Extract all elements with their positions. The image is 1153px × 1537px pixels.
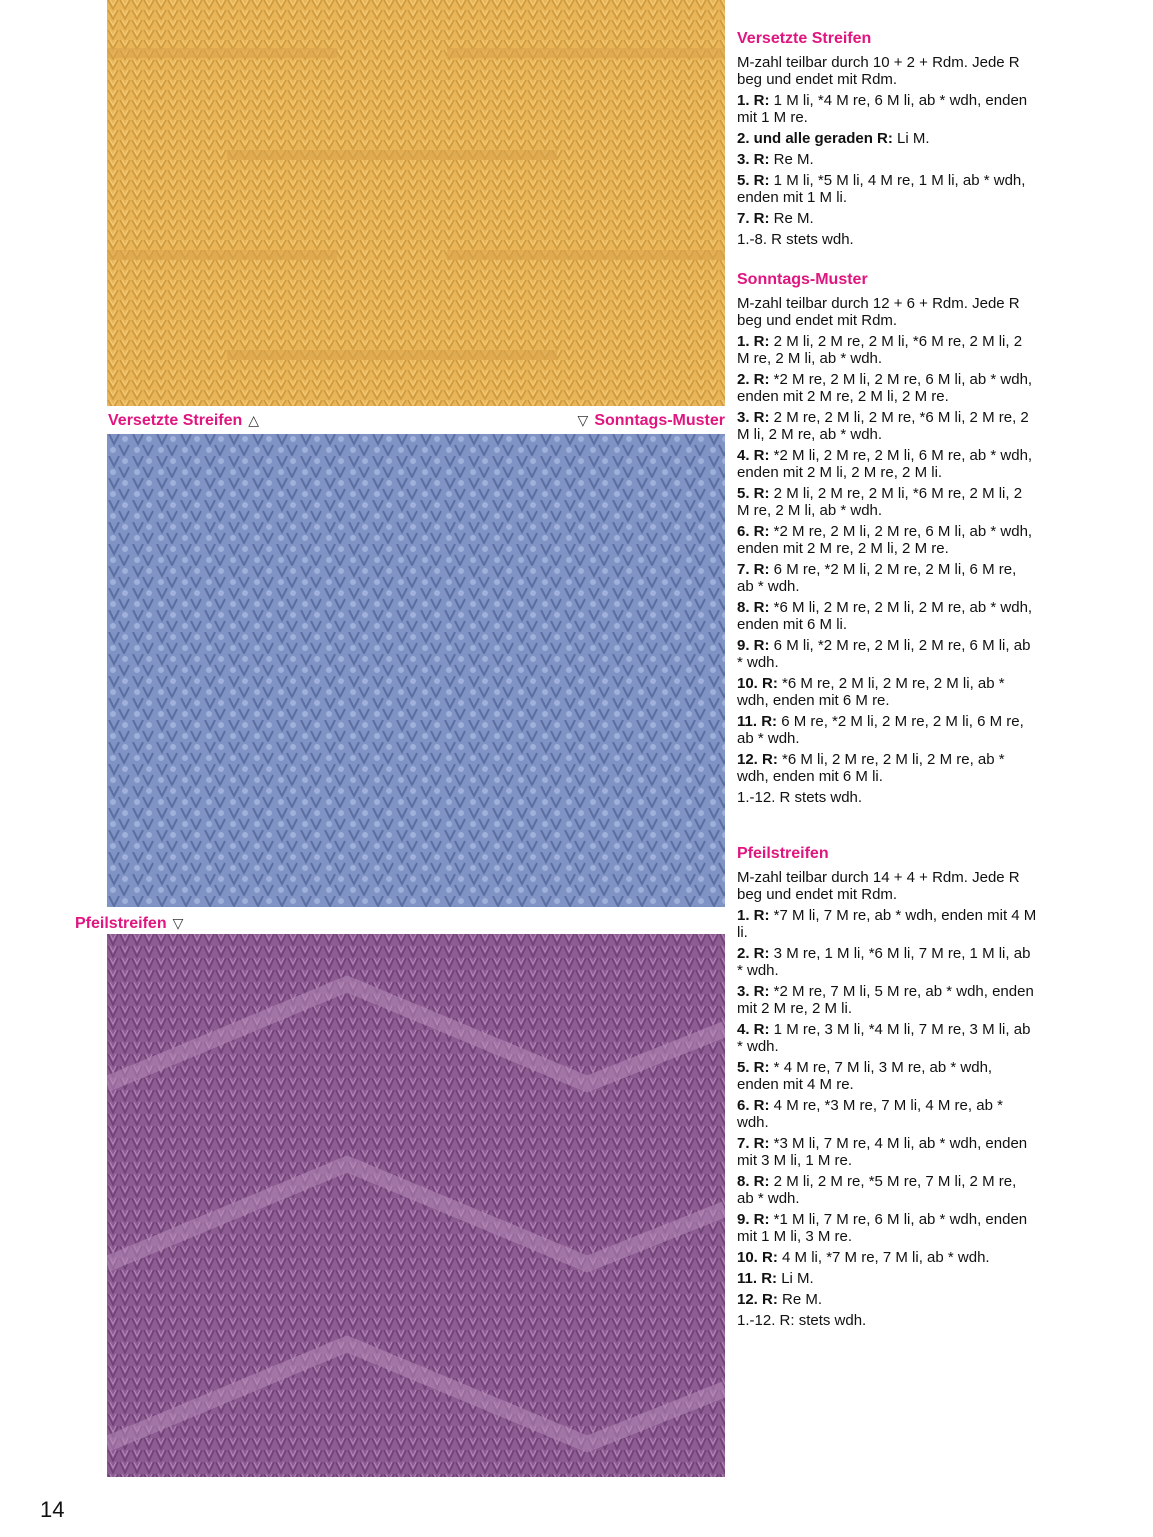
pattern-title: Versetzte Streifen <box>737 30 872 47</box>
instruction-line: 6. R: *2 M re, 2 M li, 2 M re, 6 M li, ab * wdh, enden mit 2 M re, 2 M li, 2 M re. <box>737 523 1033 557</box>
instruction-line: 10. R: 4 M li, *7 M re, 7 M li, ab * wdh. <box>737 1249 990 1266</box>
pattern-title: Sonntags-Muster <box>737 271 868 288</box>
caption-sonntags-muster <box>572 411 725 430</box>
instruction-line: 7. R: *3 M li, 7 M re, 4 M li, ab * wdh, enden mit 3 M li, 1 M re. <box>737 1135 1028 1169</box>
pattern-block-pfeilstreifen <box>737 844 1037 1333</box>
instruction-line: 12. R: Re M. <box>737 1291 823 1308</box>
instruction-line: 4. R: 1 M re, 3 M li, *4 M li, 7 M re, 3 M li, ab * wdh. <box>737 1021 1031 1055</box>
blue-knit-texture <box>107 434 725 907</box>
purple-knit-texture <box>107 934 725 1477</box>
instruction-line: 1.-8. R stets wdh. <box>737 231 854 248</box>
swatch-photo-versetzte-streifen <box>107 0 725 406</box>
caption-label: Versetzte Streifen <box>108 412 243 429</box>
instruction-line: 8. R: 2 M li, 2 M re, *5 M re, 7 M li, 2 M re, ab * wdh. <box>737 1173 1017 1207</box>
instruction-line: 3. R: Re M. <box>737 151 814 168</box>
caption-pfeilstreifen <box>75 914 189 933</box>
instruction-line: 11. R: Li M. <box>737 1270 814 1287</box>
instruction-line: 1.-12. R stets wdh. <box>737 789 863 806</box>
instruction-line: 11. R: 6 M re, *2 M li, 2 M re, 2 M li, 6 M re, ab * wdh. <box>737 713 1024 747</box>
instruction-line: M-zahl teilbar durch 14 + 4 + Rdm. Jede R beg und endet mit Rdm. <box>737 869 1020 903</box>
instruction-line: 7. R: 6 M re, *2 M li, 2 M re, 2 M li, 6 M re, ab * wdh. <box>737 561 1017 595</box>
instruction-line: 9. R: 6 M li, *2 M re, 2 M li, 2 M re, 6 M li, ab * wdh. <box>737 637 1031 671</box>
triangle-up-icon: △ <box>248 412 260 428</box>
instruction-line: 12. R: *6 M li, 2 M re, 2 M li, 2 M re, ab * wdh, enden mit 6 M li. <box>737 751 1005 785</box>
caption-label: Sonntags-Muster <box>594 412 725 429</box>
caption-versetzte-streifen <box>108 411 265 430</box>
instruction-line: 2. R: 3 M re, 1 M li, *6 M li, 7 M re, 1 M li, ab * wdh. <box>737 945 1031 979</box>
instruction-line: M-zahl teilbar durch 10 + 2 + Rdm. Jede R beg und endet mit Rdm. <box>737 54 1020 88</box>
instruction-line: 7. R: Re M. <box>737 210 814 227</box>
pattern-block-versetzte-streifen <box>737 29 1037 252</box>
instruction-line: 6. R: 4 M re, *3 M re, 7 M li, 4 M re, ab * wdh. <box>737 1097 1003 1131</box>
swatch-photo-pfeilstreifen <box>107 934 725 1477</box>
swatch-photo-sonntags-muster <box>107 434 725 907</box>
pattern-block-sonntags-muster <box>737 270 1037 810</box>
instruction-line: 2. R: *2 M re, 2 M li, 2 M re, 6 M li, ab * wdh, enden mit 2 M re, 2 M li, 2 M re. <box>737 371 1033 405</box>
instruction-line: M-zahl teilbar durch 12 + 6 + Rdm. Jede R beg und endet mit Rdm. <box>737 295 1020 329</box>
instruction-line: 8. R: *6 M li, 2 M re, 2 M li, 2 M re, ab * wdh, enden mit 6 M li. <box>737 599 1033 633</box>
triangle-down-icon: ▽ <box>172 915 184 931</box>
instruction-line: 1. R: *7 M li, 7 M re, ab * wdh, enden mit 4 M li. <box>737 907 1037 941</box>
instruction-line: 1. R: 1 M li, *4 M re, 6 M li, ab * wdh, enden mit 1 M re. <box>737 92 1028 126</box>
instruction-line: 4. R: *2 M li, 2 M re, 2 M li, 6 M re, ab * wdh, enden mit 2 M li, 2 M re, 2 M li. <box>737 447 1033 481</box>
instruction-line: 3. R: 2 M re, 2 M li, 2 M re, *6 M li, 2 M re, 2 M li, 2 M re, ab * wdh. <box>737 409 1029 443</box>
triangle-down-icon: ▽ <box>577 412 589 428</box>
instruction-line: 1.-12. R: stets wdh. <box>737 1312 867 1329</box>
instruction-line: 1. R: 2 M li, 2 M re, 2 M li, *6 M re, 2 M li, 2 M re, 2 M li, ab * wdh. <box>737 333 1023 367</box>
instruction-line: 5. R: * 4 M re, 7 M li, 3 M re, ab * wdh, enden mit 4 M re. <box>737 1059 993 1093</box>
instruction-line: 5. R: 1 M li, *5 M li, 4 M re, 1 M li, ab * wdh, enden mit 1 M li. <box>737 172 1026 206</box>
instruction-line: 3. R: *2 M re, 7 M li, 5 M re, ab * wdh, enden mit 2 M re, 2 M li. <box>737 983 1034 1017</box>
page-number: 14 <box>40 1497 65 1522</box>
instruction-line: 10. R: *6 M re, 2 M li, 2 M re, 2 M li, ab * wdh, enden mit 6 M re. <box>737 675 1005 709</box>
instruction-line: 2. und alle geraden R: Li M. <box>737 130 930 147</box>
caption-label: Pfeilstreifen <box>75 915 167 932</box>
instruction-line: 5. R: 2 M li, 2 M re, 2 M li, *6 M re, 2 M li, 2 M re, 2 M li, ab * wdh. <box>737 485 1023 519</box>
instruction-line: 9. R: *1 M li, 7 M re, 6 M li, ab * wdh, enden mit 1 M li, 3 M re. <box>737 1211 1028 1245</box>
yellow-knit-texture <box>107 0 725 406</box>
pattern-title: Pfeilstreifen <box>737 845 829 862</box>
